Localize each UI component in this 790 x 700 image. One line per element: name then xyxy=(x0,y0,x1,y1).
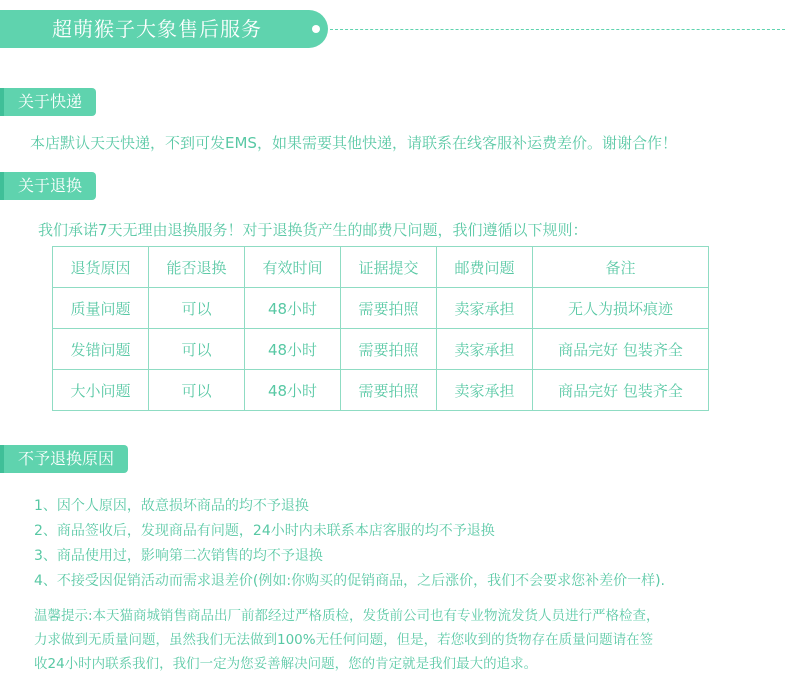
table-header-cell: 备注 xyxy=(533,247,709,288)
warm-tip-line: 温馨提示:本天猫商城销售商品出厂前都经过严格质检，发货前公司也有专业物流发货人员进行严格检查， xyxy=(34,608,660,624)
table-cell: 无人为损坏痕迹 xyxy=(533,288,709,329)
table-cell: 商品完好 包装齐全 xyxy=(533,329,709,370)
return-rules-table xyxy=(52,246,709,411)
warm-tip xyxy=(34,604,764,676)
table-cell: 商品完好 包装齐全 xyxy=(533,370,709,411)
table-header-cell: 邮费问题 xyxy=(437,247,533,288)
table-header-cell: 证据提交 xyxy=(341,247,437,288)
table-cell: 大小问题 xyxy=(53,370,149,411)
table-cell: 需要拍照 xyxy=(341,288,437,329)
banner-divider xyxy=(330,29,785,30)
list-item: 1、因个人原因，故意损坏商品的均不予退换 xyxy=(34,498,309,514)
table-cell: 48小时 xyxy=(245,370,341,411)
page-title: 超萌猴子大象售后服务 xyxy=(52,17,262,41)
list-item: 4、不接受因促销活动而需求退差价(例如:你购买的促销商品，之后涨价，我们不会要求您补差价一样). xyxy=(34,573,665,589)
table-cell: 卖家承担 xyxy=(437,329,533,370)
warm-tip-line: 收24小时内联系我们，我们一定为您妥善解决问题，您的肯定就是我们最大的追求。 xyxy=(34,656,538,672)
table-cell: 卖家承担 xyxy=(437,370,533,411)
title-banner xyxy=(0,10,328,48)
express-text: 本店默认天天快递，不到可发EMS，如果需要其他快递，请联系在线客服补运费差价。谢谢合作！ xyxy=(30,134,677,152)
table-cell: 48小时 xyxy=(245,288,341,329)
table-cell: 可以 xyxy=(149,329,245,370)
table-cell: 可以 xyxy=(149,370,245,411)
section-tag-no-return: 不予退换原因 xyxy=(0,445,128,473)
returns-intro: 我们承诺7天无理由退换服务！对于退换货产生的邮费尺问题，我们遵循以下规则： xyxy=(38,221,588,239)
table-header-cell: 退货原因 xyxy=(53,247,149,288)
table-cell: 48小时 xyxy=(245,329,341,370)
table-header-cell: 能否退换 xyxy=(149,247,245,288)
table-header-cell: 有效时间 xyxy=(245,247,341,288)
section-tag-express: 关于快递 xyxy=(0,88,96,116)
warm-tip-line: 力求做到无质量问题，虽然我们无法做到100%无任何问题，但是，若您收到的货物存在质量问题请在签 xyxy=(34,632,654,648)
section-tag-returns: 关于退换 xyxy=(0,172,96,200)
table-cell: 需要拍照 xyxy=(341,329,437,370)
table-row xyxy=(53,370,709,411)
table-cell: 需要拍照 xyxy=(341,370,437,411)
list-item: 2、商品签收后，发现商品有问题，24小时内未联系本店客服的均不予退换 xyxy=(34,523,495,539)
no-return-list xyxy=(34,494,665,594)
list-item: 3、商品使用过，影响第二次销售的均不予退换 xyxy=(34,548,323,564)
table-cell: 卖家承担 xyxy=(437,288,533,329)
table-cell: 质量问题 xyxy=(53,288,149,329)
table-cell: 发错问题 xyxy=(53,329,149,370)
table-row xyxy=(53,288,709,329)
table-cell: 可以 xyxy=(149,288,245,329)
table-row xyxy=(53,329,709,370)
table-header-row xyxy=(53,247,709,288)
banner-dot-icon xyxy=(312,25,320,33)
